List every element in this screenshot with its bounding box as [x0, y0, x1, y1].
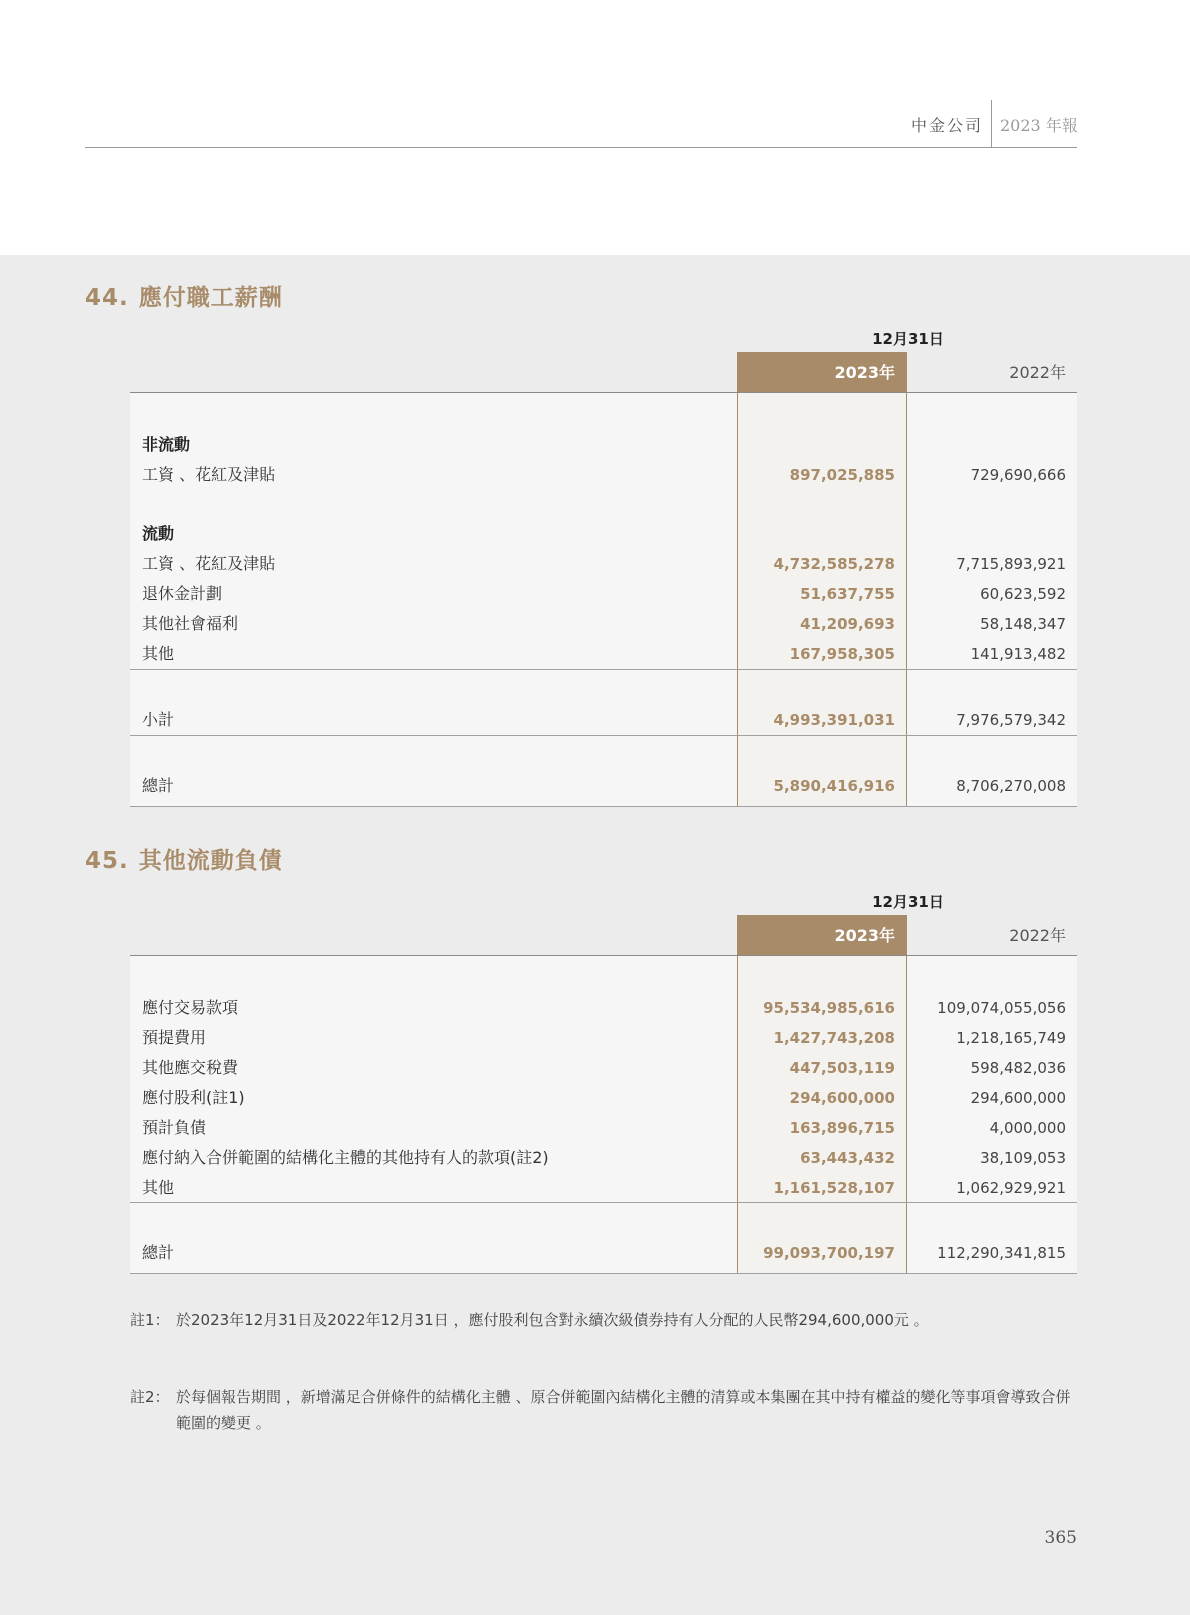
- row-value-2023: 167,958,305: [789, 645, 895, 663]
- row-value-2023: 5,890,416,916: [773, 777, 895, 795]
- section-44-table-bottom-rule: [130, 806, 1077, 807]
- row-label: 總計: [142, 776, 175, 795]
- row-value-2023: 897,025,885: [789, 466, 895, 484]
- section-45-title: [85, 842, 283, 875]
- row-value-2022: 38,109,053: [980, 1149, 1066, 1167]
- row-value-2023: 51,637,755: [800, 585, 895, 603]
- note-text: 於2023年12月31日及2022年12月31日 ，應付股利包含對永續次級債券持有人分配的人民幣294,600,000元 。: [176, 1311, 929, 1329]
- table-row: [130, 1143, 1077, 1173]
- section-44-col-2022: 2022年: [1009, 363, 1066, 382]
- table-row: [130, 579, 1077, 609]
- row-label: 流動: [142, 524, 175, 543]
- row-label: 非流動: [142, 435, 191, 454]
- row-value-2022: 60,623,592: [980, 585, 1066, 603]
- note-text: 於每個報告期間 ，新增滿足合併條件的結構化主體 、原合併範圍內結構化主體的清算或本集團在其中持有權益的變化等事項會導致合併範圍的變更 。: [176, 1388, 1071, 1432]
- row-value-2022: 112,290,341,815: [937, 1244, 1066, 1262]
- row-label: 預計負債: [142, 1118, 207, 1137]
- row-value-2022: 58,148,347: [980, 615, 1066, 633]
- row-label: 工資 、花紅及津貼: [142, 465, 276, 484]
- row-value-2023: 1,427,743,208: [773, 1029, 895, 1047]
- row-label: 應付交易款項: [142, 998, 239, 1017]
- row-label: 其他: [142, 644, 175, 663]
- section-45-table-bottom-rule: [130, 1273, 1077, 1274]
- header-report-title: 2023 年報: [1000, 116, 1078, 135]
- row-value-2022: 1,062,929,921: [956, 1179, 1066, 1197]
- row-value-2023: 1,161,528,107: [773, 1179, 895, 1197]
- row-value-2022: 1,218,165,749: [956, 1029, 1066, 1047]
- row-value-2023: 99,093,700,197: [763, 1244, 895, 1262]
- section-45-number: 45.: [85, 848, 129, 874]
- note-tag: 註2：: [130, 1388, 170, 1406]
- row-value-2023: 95,534,985,616: [763, 999, 895, 1017]
- row-label: 退休金計劃: [142, 584, 223, 603]
- table-row: [130, 460, 1077, 490]
- row-value-2023: 447,503,119: [789, 1059, 895, 1077]
- note-2: [130, 1384, 1077, 1436]
- row-value-2022: 4,000,000: [989, 1119, 1066, 1137]
- row-label: 應付納入合併範圍的結構化主體的其他持有人的款項(註2): [142, 1148, 549, 1167]
- table-row: [130, 993, 1077, 1023]
- row-value-2022: 7,715,893,921: [956, 555, 1066, 573]
- row-value-2022: 729,690,666: [970, 466, 1066, 484]
- table-row: [130, 519, 1077, 549]
- table-row: [130, 430, 1077, 460]
- row-label: 預提費用: [142, 1028, 207, 1047]
- row-label: 小計: [142, 710, 175, 729]
- row-value-2022: 141,913,482: [970, 645, 1066, 663]
- header-company: 中金公司: [910, 116, 983, 135]
- section-44-title: [85, 279, 283, 312]
- header-divider: [991, 100, 992, 147]
- table-row: [130, 1083, 1077, 1113]
- section-45-date-label: 12月31日: [872, 893, 944, 911]
- section-44-date-label: 12月31日: [872, 330, 944, 348]
- row-value-2023: 294,600,000: [789, 1089, 895, 1107]
- table-row: [130, 1023, 1077, 1053]
- section-45-col-2022: 2022年: [1009, 926, 1066, 945]
- row-label: 其他: [142, 1178, 175, 1197]
- row-value-2023: 41,209,693: [800, 615, 895, 633]
- section-44-row-divider: [130, 735, 1077, 736]
- table-row: [130, 549, 1077, 579]
- note-1: [130, 1307, 1077, 1333]
- row-label: 總計: [142, 1243, 175, 1262]
- section-44-col-2023: 2023年: [737, 352, 907, 393]
- row-label: 其他應交稅費: [142, 1058, 239, 1077]
- section-44-number: 44.: [85, 285, 129, 311]
- total-row: [130, 1238, 1077, 1268]
- section-45-heading: 其他流動負債: [138, 848, 283, 874]
- row-label: 工資 、花紅及津貼: [142, 554, 276, 573]
- total-row: [130, 771, 1077, 801]
- section-44-heading: 應付職工薪酬: [138, 285, 283, 311]
- row-value-2023: 4,993,391,031: [773, 711, 895, 729]
- row-value-2023: 63,443,432: [800, 1149, 895, 1167]
- row-value-2022: 598,482,036: [970, 1059, 1066, 1077]
- subtotal-row: [130, 705, 1077, 735]
- row-value-2022: 7,976,579,342: [956, 711, 1066, 729]
- note-tag: 註1：: [130, 1311, 170, 1329]
- header-rule: [85, 147, 1077, 148]
- table-row: [130, 609, 1077, 639]
- page-number: 365: [1044, 1528, 1077, 1548]
- row-value-2022: 109,074,055,056: [937, 999, 1066, 1017]
- table-row: [130, 639, 1077, 669]
- row-value-2023: 4,732,585,278: [773, 555, 895, 573]
- row-value-2022: 294,600,000: [970, 1089, 1066, 1107]
- section-45-col-2023: 2023年: [737, 915, 907, 956]
- table-row: [130, 1173, 1077, 1203]
- row-value-2022: 8,706,270,008: [956, 777, 1066, 795]
- table-row: [130, 1053, 1077, 1083]
- table-row: [130, 1113, 1077, 1143]
- row-label: 應付股利(註1): [142, 1088, 245, 1107]
- row-value-2023: 163,896,715: [789, 1119, 895, 1137]
- section-44-row-divider: [130, 669, 1077, 670]
- row-label: 其他社會福利: [142, 614, 239, 633]
